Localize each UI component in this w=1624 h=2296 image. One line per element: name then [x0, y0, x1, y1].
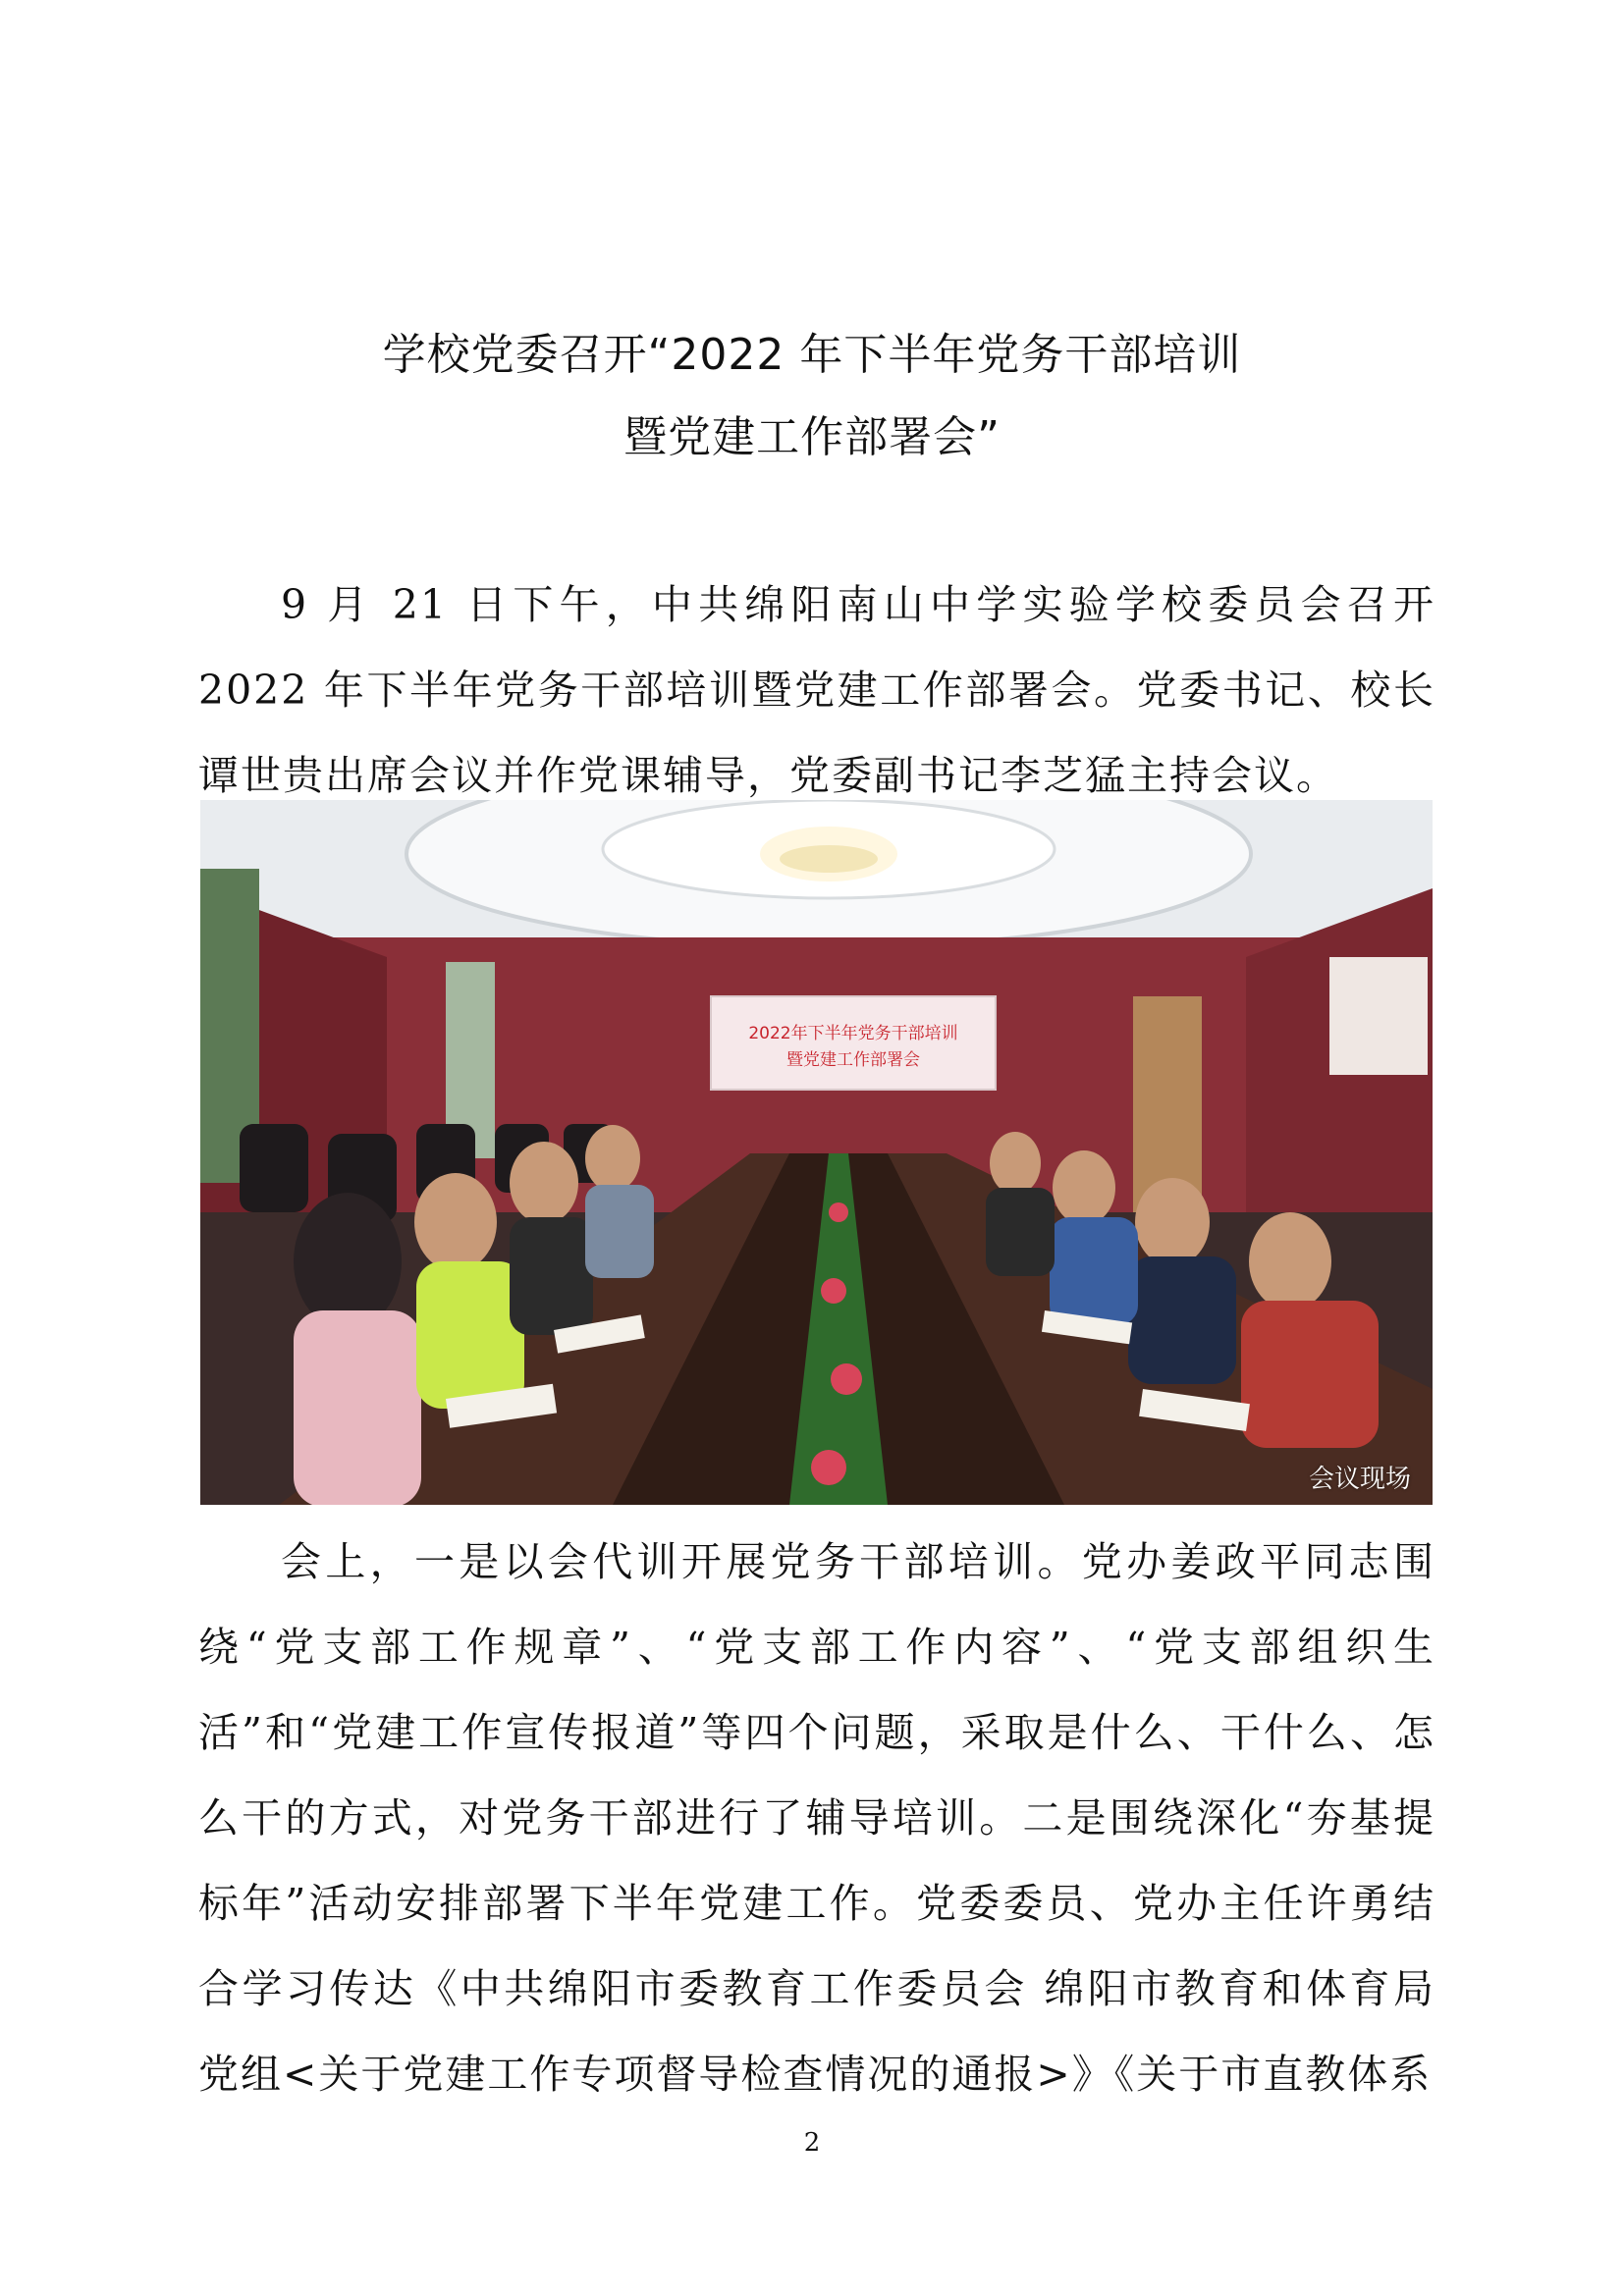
banner-text-line-1: 2022年下半年党务干部培训 [748, 1024, 958, 1043]
document-title-line-1: 学校党委召开“2022 年下半年党务干部培训 [382, 330, 1242, 380]
photo-caption: 会议现场 [1308, 1465, 1411, 1494]
banner-text-line-2: 暨党建工作部署会 [786, 1050, 920, 1070]
meeting-photo [200, 800, 1433, 1505]
document-title-line-2: 暨党建工作部署会” [623, 412, 1001, 462]
paragraph-body: 会上，一是以会代训开展党务干部培训。党办姜政平同志围绕“党支部工作规章”、“党支部工作内容”、“党支部组织生活”和“党建工作宣传报道”等四个问题，采取是什么、干什么、怎么干的方式，对党务干部进行了辅导培训。二是围绕深化“夯基提标年”活动安排部署下半年党建工作。党委委员、党办主任许勇结合学习传达《中共绵阳市委教育工作委员会 绵阳市教育和体育局党组<关于党建工作专项督导检查情况的通报>》《关于市直教体系 [198, 1538, 1435, 2098]
meeting-scene-illustration [200, 800, 1433, 1505]
page-number: 2 [803, 2128, 821, 2158]
paragraph-intro: 9 月 21 日下午，中共绵阳南山中学实验学校委员会召开 2022 年下半年党务干部培训暨党建工作部署会。党委书记、校长谭世贵出席会议并作党课辅导，党委副书记李芝猛主持会议。 [198, 581, 1435, 799]
